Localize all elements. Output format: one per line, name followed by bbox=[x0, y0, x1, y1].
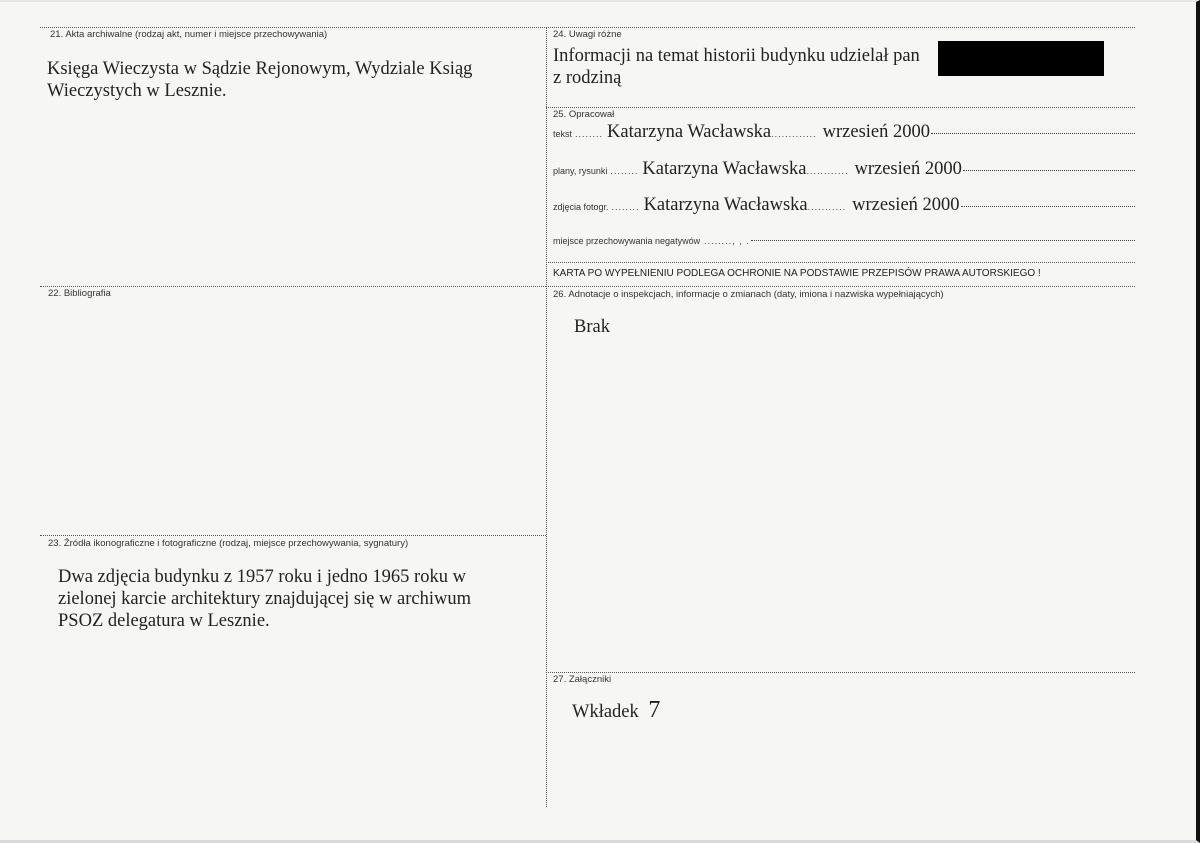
negatives-row bbox=[553, 236, 1135, 246]
author-row-date: wrzesień 2000 bbox=[822, 122, 930, 142]
section-26-text: Brak bbox=[574, 317, 610, 337]
author-row-lead: ........ bbox=[575, 129, 604, 139]
top-rule bbox=[40, 27, 1135, 28]
divider-25-26 bbox=[546, 286, 1135, 287]
author-row-photos bbox=[553, 195, 1135, 216]
author-row-mid: ........... bbox=[807, 202, 847, 212]
author-row-name: Katarzyna Wacławska bbox=[607, 122, 772, 142]
negatives-dots: ........, , . bbox=[704, 236, 750, 246]
section-22-label: 22. Bibliografia bbox=[48, 288, 111, 299]
author-row-prefix: tekst bbox=[553, 129, 573, 139]
copyright-notice: KARTA PO WYPEŁNIENIU PODLEGA OCHRONIE NA PODSTAWIE PRZEPISÓW PRAWA AUTORSKIEGO ! bbox=[553, 268, 1041, 279]
attachments-number: 7 bbox=[648, 697, 661, 723]
divider-25-notice bbox=[546, 262, 1135, 263]
author-row-name: Katarzyna Wacławska bbox=[642, 159, 807, 179]
author-row-fill bbox=[961, 205, 1135, 207]
section-24-label: 24. Uwagi różne bbox=[553, 29, 622, 40]
author-row-mid: ............ bbox=[806, 166, 849, 176]
negatives-fill bbox=[751, 239, 1135, 241]
section-21-label: 21. Akta archiwalne (rodzaj akt, numer i miejsce przechowywania) bbox=[50, 29, 328, 40]
divider-22-23 bbox=[40, 535, 546, 536]
section-23-text: Dwa zdjęcia budynku z 1957 roku i jedno 1965 roku w zielonej karcie architektury znajdującej się w archiwum PSOZ delegatura w Lesznie. bbox=[58, 567, 471, 631]
redaction-box bbox=[938, 41, 1104, 76]
author-row-name: Katarzyna Wacławska bbox=[643, 195, 808, 215]
author-row-fill bbox=[963, 169, 1135, 171]
author-row-date: wrzesień 2000 bbox=[854, 159, 962, 179]
author-row-prefix: zdjęcia fotogr. bbox=[553, 202, 609, 212]
section-26-label: 26. Adnotacje o inspekcjach, informacje o zmianach (daty, imiona i nazwiska wypełniających) bbox=[553, 289, 944, 300]
author-row-fill bbox=[931, 132, 1135, 134]
section-27-label: 27. Załączniki bbox=[553, 674, 612, 685]
section-21-text: Księga Wieczysta w Sądzie Rejonowym, Wydziale Ksiąg Wieczystych w Lesznie. bbox=[47, 59, 473, 101]
attachments-label: Wkładek bbox=[572, 702, 639, 722]
author-row-plans bbox=[553, 159, 1135, 180]
divider-21-22 bbox=[40, 286, 546, 287]
author-row-lead: ........ bbox=[610, 166, 639, 176]
section-24-line1: Informacji na temat historii budynku udzielał pan bbox=[553, 46, 920, 66]
divider-26-27 bbox=[546, 672, 1135, 673]
author-row-prefix: plany, rysunki bbox=[553, 166, 608, 176]
negatives-label: miejsce przechowywania negatywów bbox=[553, 236, 701, 246]
section-25-label: 25. Opracował bbox=[553, 109, 615, 120]
attachments-text bbox=[572, 699, 660, 723]
divider-24-25 bbox=[546, 107, 1135, 108]
author-row-lead: ........ bbox=[611, 202, 640, 212]
center-divider bbox=[546, 27, 547, 807]
section-23-label: 23. Źródła ikonograficzne i fotograficzne (rodzaj, miejsce przechowywania, sygnatury) bbox=[48, 538, 409, 549]
section-24-line2: z rodziną bbox=[553, 68, 622, 88]
author-row-mid: ............. bbox=[771, 129, 817, 139]
author-row-date: wrzesień 2000 bbox=[852, 195, 960, 215]
author-row-text bbox=[553, 122, 1135, 143]
